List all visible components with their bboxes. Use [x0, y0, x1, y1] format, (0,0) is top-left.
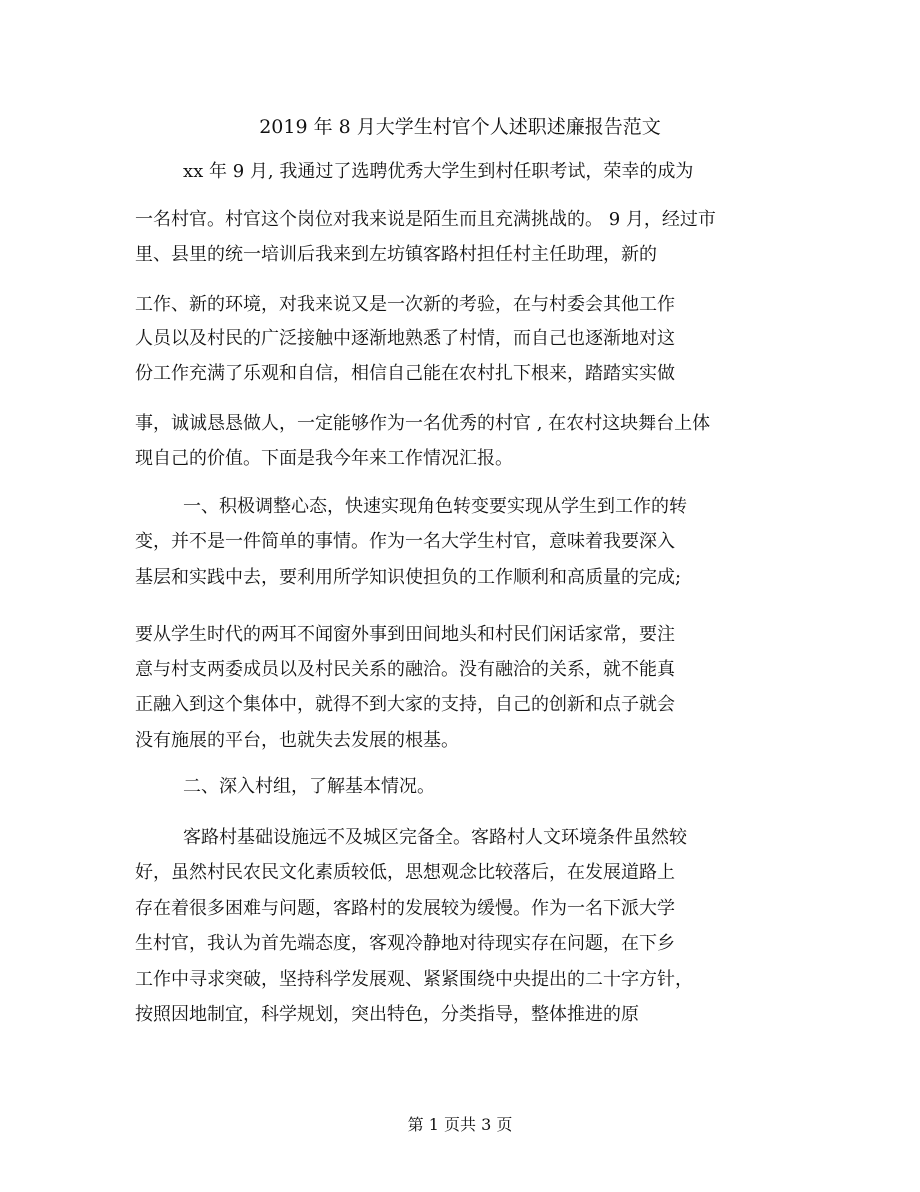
text-line: 正融入到这个集体中，就得不到大家的支持，自己的创新和点子就会	[135, 694, 675, 715]
text-line: 里、县里的统一培训后我来到左坊镇客路村担任村主任助理，新的	[135, 244, 657, 265]
text-line: 工作、新的环境，对我来说又是一次新的考验，在与村委会其他工作	[135, 294, 675, 315]
text-line: 意与村支两委成员以及村民关系的融洽。没有融洽的关系，就不能真	[135, 659, 675, 680]
page-indicator: 第 1 页共 3 页	[407, 1115, 513, 1134]
text-line: 生村官，我认为首先端态度，客观冷静地对待现实存在问题，在下乡	[135, 933, 675, 954]
text-line: 变，并不是一件简单的事情。作为一名大学生村官，意味着我要深入	[135, 531, 675, 552]
text-line: 工作中寻求突破，坚持科学发展观、紧紧围绕中央提出的二十字方针，	[135, 969, 693, 990]
text-line: 一名村官。村官这个岗位对我来说是陌生而且充满挑战的。 9 月，经过市	[135, 209, 716, 230]
text-line: 份工作充满了乐观和自信，相信自己能在农村扎下根来，踏踏实实做	[135, 363, 675, 384]
text-line: 一、积极调整心态，快速实现角色转变要实现从学生到工作的转	[183, 496, 687, 517]
text-line: 存在着很多困难与问题，客路村的发展较为缓慢。作为一名下派大学	[135, 898, 675, 919]
text-line: 要从学生时代的两耳不闻窗外事到田间地头和村民们闲话家常，要注	[135, 624, 675, 645]
text-line: 按照因地制宜，科学规划，突出特色，分类指导，整体推进的原	[135, 1004, 639, 1025]
text-line: 客路村基础设施远不及城区完备全。客路村人文环境条件虽然较	[183, 827, 687, 848]
text-line: 事，诚诚恳恳做人，一定能够作为一名优秀的村官 , 在农村这块舞台上体	[135, 413, 711, 434]
text-line: 基层和实践中去，要利用所学知识使担负的工作顺利和高质量的完成;	[135, 567, 682, 588]
document-title: 2019 年 8 月大学生村官个人述职述廉报告范文	[259, 116, 661, 138]
text-line: 人员以及村民的广泛接触中逐渐地熟悉了村情，而自己也逐渐地对这	[135, 328, 675, 349]
text-line: xx 年 9 月, 我通过了选聘优秀大学生到村任职考试，荣幸的成为	[183, 161, 694, 182]
text-line: 好，虽然村民农民文化素质较低，思想观念比较落后，在发展道路上	[135, 862, 675, 883]
text-line: 现自己的价值。下面是我今年来工作情况汇报。	[135, 448, 513, 469]
text-line: 没有施展的平台，也就失去发展的根基。	[135, 730, 459, 751]
text-line: 二、深入村组，了解基本情况。	[183, 776, 435, 797]
